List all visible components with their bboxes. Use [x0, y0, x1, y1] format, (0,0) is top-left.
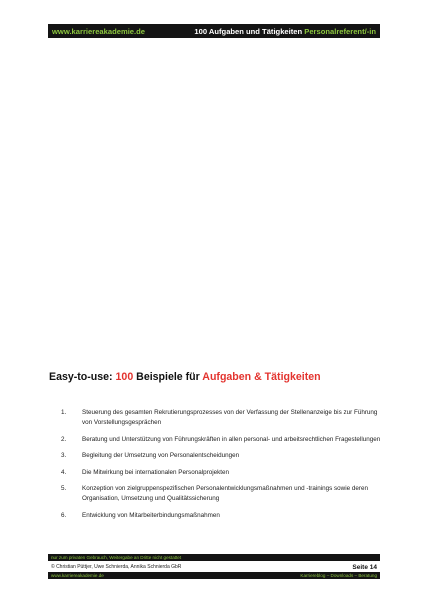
task-list	[61, 408, 381, 527]
heading-part1: Easy-to-use:	[49, 371, 116, 383]
heading-accent: Aufgaben & Tätigkeiten	[202, 371, 321, 383]
copyright-text: © Christian Püttjer, Uwe Schnierda, Annika Schnierda GbR	[51, 564, 182, 570]
footer-site-link[interactable]: www.karriereakademie.de	[51, 573, 104, 578]
header-bar	[48, 24, 380, 38]
list-item-text: Entwicklung von Mitarbeiterbindungsmaßnahmen	[82, 511, 220, 519]
list-item	[61, 451, 381, 461]
document-title-prefix: 100 Aufgaben und Tätigkeiten	[194, 26, 305, 36]
list-item	[61, 408, 381, 428]
document-title-accent: Personalreferent/-in	[304, 26, 376, 36]
list-item-text: Konzeption von zielgruppenspezifischen Personalentwicklungsmaßnahmen und -trainings sowie deren Organisation, Umsetzung und Qualitätssicherung	[82, 485, 368, 502]
list-item	[61, 468, 381, 478]
heading-number: 100	[115, 371, 134, 383]
list-item-text: Steuerung des gesamten Rekrutierungsprozesses von der Verfassung der Stellenanzeige bis zur Führung von Vorstellungsgesprächen	[82, 409, 378, 426]
list-item	[61, 484, 381, 504]
list-item-number: 2.	[61, 435, 67, 443]
list-item-number: 3.	[61, 452, 67, 459]
usage-notice: nur zum privaten Gebrauch, Weitergabe an Dritte nicht gestattet	[51, 555, 182, 560]
footer-site-bar	[48, 572, 380, 579]
list-item-text: Die Mitwirkung bei internationalen Personalprojekten	[82, 468, 230, 476]
footer-tagline: Karriereblog – Downloads – Beratung	[300, 573, 377, 578]
section-heading	[49, 371, 379, 383]
heading-part2: Beispiele für	[133, 371, 203, 383]
list-item-number: 6.	[61, 511, 67, 519]
list-item-number: 1.	[61, 409, 67, 416]
list-item-text: Beratung und Unterstützung von Führungskräften in allen personal- und arbeitsrechtlichen Fragestellungen	[82, 435, 381, 443]
document-title	[194, 27, 376, 36]
header-site-link[interactable]: www.karriereakademie.de	[52, 26, 146, 36]
list-item-number: 4.	[61, 468, 67, 476]
list-item	[61, 511, 381, 521]
list-item	[61, 435, 381, 445]
list-item-text: Begleitung der Umsetzung von Personalentscheidungen	[82, 452, 240, 459]
page-number: Seite 14	[352, 563, 377, 571]
footer-notice-bar	[48, 554, 380, 561]
footer-copyright-line	[48, 562, 380, 572]
list-item-number: 5.	[61, 485, 67, 492]
